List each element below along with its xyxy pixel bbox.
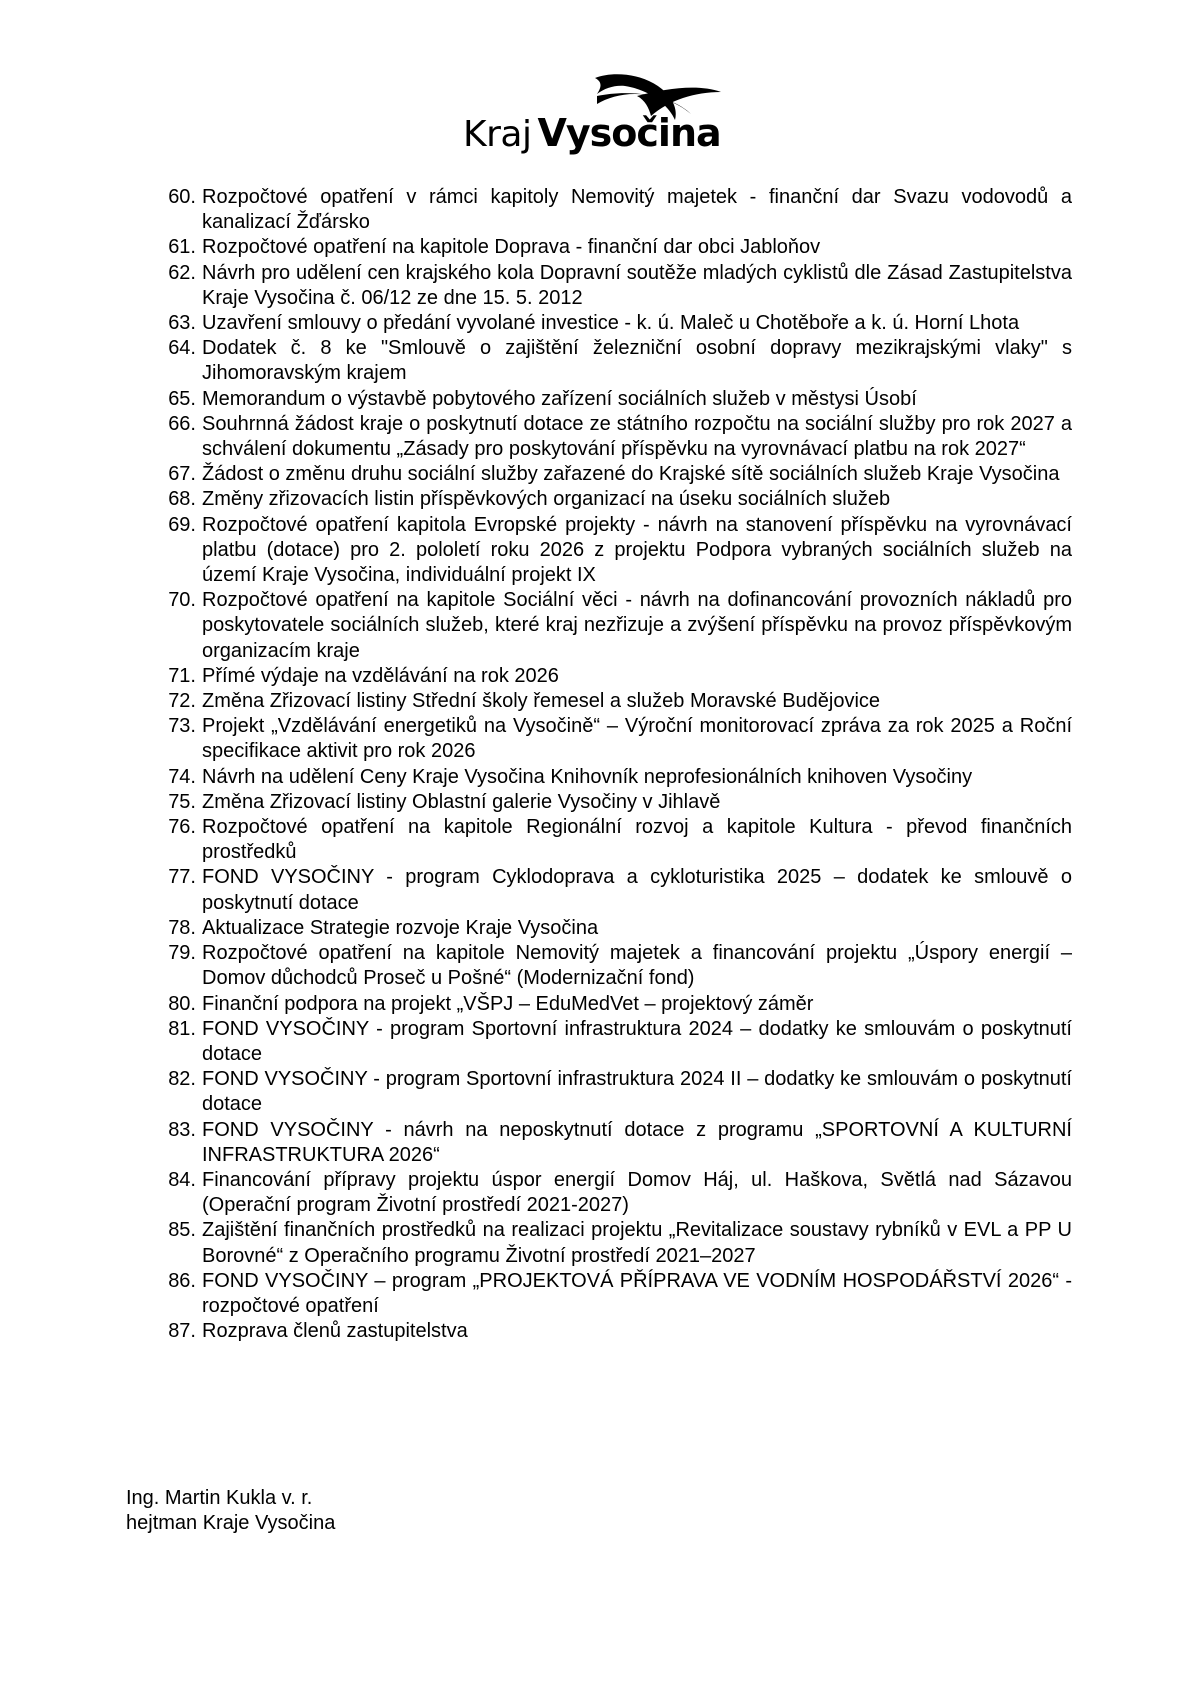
agenda-item-number: 71. <box>168 664 196 687</box>
agenda-item-number: 75. <box>168 790 196 813</box>
agenda-item-text: Rozpočtové opatření na kapitole Doprava - finanční dar obci Jabloňov <box>202 236 821 259</box>
agenda-item-text: Rozprava členů zastupitelstva <box>202 1320 468 1343</box>
agenda-item-number: 83. <box>168 1118 196 1141</box>
agenda-item <box>154 1017 1072 1067</box>
agenda-item <box>154 1218 1072 1268</box>
agenda-item-text: Aktualizace Strategie rozvoje Kraje Vysočina <box>202 916 599 939</box>
signature-role: hejtman Kraje Vysočina <box>126 1512 336 1534</box>
agenda-item <box>154 1118 1072 1168</box>
agenda-item-text: Změna Zřizovací listiny Střední školy řemesel a služeb Moravské Budějovice <box>202 690 881 713</box>
agenda-item-text: Přímé výdaje na vzdělávání na rok 2026 <box>202 664 559 687</box>
agenda-item-number: 65. <box>168 387 196 410</box>
agenda-item <box>154 235 1072 260</box>
agenda-item <box>154 336 1072 386</box>
agenda-item-text: Návrh pro udělení cen krajského kola Dopravní soutěže mladých cyklistů dle Zásad Zastupitelstva Kraje Vysočina č. 06/12 ze dne 15. 5. 2012 <box>202 261 1072 309</box>
agenda-item-number: 87. <box>168 1320 196 1343</box>
agenda-item-number: 64. <box>168 337 196 360</box>
agenda-item <box>154 412 1072 462</box>
agenda-item-text: Návrh na udělení Ceny Kraje Vysočina Knihovník neprofesionálních knihoven Vysočiny <box>202 765 973 788</box>
agenda-item-number: 77. <box>168 866 196 889</box>
signature-name: Ing. Martin Kukla v. r. <box>126 1487 313 1509</box>
agenda-item <box>154 865 1072 915</box>
agenda-item-number: 70. <box>168 589 196 612</box>
agenda-item-text: Dodatek č. 8 ke "Smlouvě o zajištění železniční osobní dopravy mezikrajskými vlaky" s Jihomoravským krajem <box>202 337 1072 385</box>
agenda-item <box>154 1067 1072 1117</box>
agenda-list <box>154 185 1072 1344</box>
agenda-item-number: 73. <box>168 715 196 738</box>
agenda-item-number: 66. <box>168 412 196 435</box>
agenda-item-text: FOND VYSOČINY - program Sportovní infrastruktura 2024 II – dodatky ke smlouvám o poskytnutí dotace <box>202 1068 1072 1116</box>
agenda-item <box>154 387 1072 412</box>
signature-block <box>126 1486 335 1536</box>
agenda-item-text: Projekt „Vzdělávání energetiků na Vysočině“ – Výroční monitorovací zpráva za rok 2025 a Roční specifikace aktivit pro rok 2026 <box>202 715 1072 763</box>
agenda-item-text: Finanční podpora na projekt „VŠPJ – EduMedVet – projektový záměr <box>202 992 814 1015</box>
agenda-item-text: Zajištění finančních prostředků na realizaci projektu „Revitalizace soustavy rybníků v EVL a PP U Borovné“ z Operačního programu Životní prostředí 2021–2027 <box>202 1219 1072 1267</box>
agenda-item-number: 69. <box>168 513 196 536</box>
agenda-item-text: Uzavření smlouvy o předání vyvolané investice - k. ú. Maleč u Chotěboře a k. ú. Horní Lhota <box>202 312 1020 335</box>
agenda-item-number: 67. <box>168 463 196 486</box>
agenda-item-text: Rozpočtové opatření v rámci kapitoly Nemovitý majetek - finanční dar Svazu vodovodů a kanalizací Žďársko <box>202 186 1072 234</box>
agenda-item <box>154 941 1072 991</box>
agenda-item-text: Žádost o změnu druhu sociální služby zařazené do Krajské sítě sociálních služeb Kraje Vysočina <box>202 463 1060 486</box>
agenda-item-number: 81. <box>168 1017 196 1040</box>
agenda-item-text: Souhrnná žádost kraje o poskytnutí dotace ze státního rozpočtu na sociální služby pro rok 2027 a schválení dokumentu „Zásady pro poskytování příspěvku na vyrovnávací platbu na rok 2027“ <box>202 412 1072 461</box>
agenda-item-number: 63. <box>168 312 196 335</box>
agenda-item-text: FOND VYSOČINY – program „PROJEKTOVÁ PŘÍPRAVA VE VODNÍM HOSPODÁŘSTVÍ 2026“ - rozpočtové opatření <box>202 1269 1072 1317</box>
agenda-item <box>154 689 1072 714</box>
agenda-item-number: 61. <box>168 236 196 259</box>
agenda-item <box>154 664 1072 689</box>
agenda-item-text: Rozpočtové opatření na kapitole Nemovitý majetek a financování projektu „Úspory energií – Domov důchodců Proseč u Pošné“ (Modernizační fond) <box>202 942 1072 990</box>
agenda-item <box>154 790 1072 815</box>
agenda-item-number: 82. <box>168 1068 196 1091</box>
logo-word-kraj: Kraj <box>463 114 532 155</box>
agenda-item <box>154 1269 1072 1319</box>
agenda-item-number: 78. <box>168 916 196 939</box>
agenda-item-number: 80. <box>168 992 196 1015</box>
agenda-item-text: Změna Zřizovací listiny Oblastní galerie Vysočiny v Jihlavě <box>202 790 721 813</box>
agenda-item-text: FOND VYSOČINY - program Sportovní infrastruktura 2024 – dodatky ke smlouvám o poskytnutí dotace <box>202 1017 1072 1065</box>
agenda-item <box>154 513 1072 589</box>
agenda-item-number: 60. <box>168 186 196 208</box>
agenda-item <box>154 261 1072 311</box>
agenda-item <box>154 1319 1072 1344</box>
agenda-item-text: Rozpočtové opatření na kapitole Sociální věci - návrh na dofinancování provozních nákladů pro poskytovatele sociálních služeb, které kraj nezřizuje a zvýšení příspěvku na provoz příspěvkovým organizacím kraje <box>202 589 1072 662</box>
agenda-item-number: 86. <box>168 1269 196 1292</box>
agenda-item-number: 85. <box>168 1219 196 1242</box>
agenda-item-text: Memorandum o výstavbě pobytového zařízení sociálních služeb v městysi Úsobí <box>202 387 917 410</box>
agenda-item-number: 68. <box>168 488 196 511</box>
agenda-item <box>154 1168 1072 1218</box>
agenda-item-text: FOND VYSOČINY - program Cyklodoprava a cykloturistika 2025 – dodatek ke smlouvě o poskytnutí dotace <box>202 866 1072 914</box>
agenda-item <box>154 765 1072 790</box>
agenda-item-number: 62. <box>168 261 196 284</box>
agenda-item-number: 76. <box>168 816 196 839</box>
agenda-item <box>154 462 1072 487</box>
agenda-item-number: 79. <box>168 942 196 965</box>
kraj-vysocina-logo <box>455 70 735 170</box>
agenda-item-text: Financování přípravy projektu úspor energií Domov Háj, ul. Haškova, Světlá nad Sázavou (Operační program Životní prostředí 2021-2027) <box>202 1168 1072 1217</box>
agenda-item-text: FOND VYSOČINY - návrh na neposkytnutí dotace z programu „SPORTOVNÍ A KULTURNÍ INFRASTRUKTURA 2026“ <box>202 1118 1072 1166</box>
agenda-item <box>154 311 1072 336</box>
agenda-item-number: 72. <box>168 690 196 713</box>
agenda-item <box>154 815 1072 865</box>
agenda-item-text: Rozpočtové opatření na kapitole Regionální rozvoj a kapitole Kultura - převod finančních prostředků <box>202 816 1072 864</box>
agenda-item <box>154 714 1072 764</box>
agenda-item-number: 84. <box>168 1168 196 1191</box>
agenda-item-number: 74. <box>168 765 196 788</box>
agenda-item <box>154 992 1072 1017</box>
agenda-item-text: Změny zřizovacích listin příspěvkových organizací na úseku sociálních služeb <box>202 488 891 511</box>
agenda-item-text: Rozpočtové opatření kapitola Evropské projekty - návrh na stanovení příspěvku na vyrovnávací platbu (dotace) pro 2. pololetí roku 2026 z projektu Podpora vybraných sociálních služeb na území Kraje Vysočina, individuální projekt IX <box>202 513 1072 587</box>
agenda-item <box>154 588 1072 664</box>
agenda-item <box>154 487 1072 512</box>
agenda-item <box>154 916 1072 941</box>
agenda-item <box>154 185 1072 235</box>
logo-word-vysocina: Vysočina <box>537 111 721 155</box>
